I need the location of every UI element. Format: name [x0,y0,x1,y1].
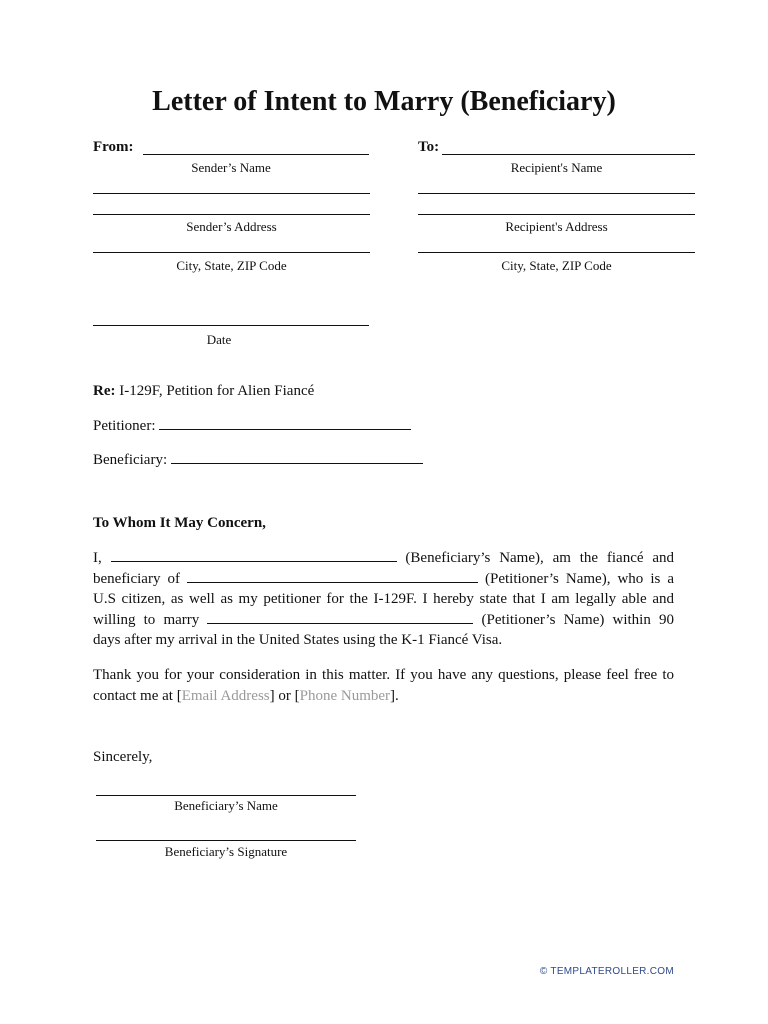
beneficiary-signature-line[interactable] [96,840,356,841]
recipient-city-caption: City, State, ZIP Code [501,258,612,273]
sender-name-line[interactable] [143,154,369,155]
sender-address-line-2[interactable] [93,214,370,215]
p1-part-a: I, [93,550,102,566]
beneficiary-field[interactable] [171,451,423,464]
p1-part-b: (Beneficiary’s Name), am the fiancé and beneficiary of [93,550,675,587]
sender-address-line-1[interactable] [93,193,370,194]
date-line[interactable] [93,325,369,326]
sender-city-line[interactable] [93,252,370,253]
closing-sincerely: Sincerely, [93,749,153,765]
p2-part-b: ] or [ [269,687,300,704]
p2-part-a: Thank you for your consideration in this matter. If you have any questions, please feel free to contact me at [ [93,667,674,704]
petitioner-name-blank-2[interactable] [207,611,473,624]
beneficiary-signature-caption: Beneficiary’s Signature [164,844,288,859]
p1-part-c: (Petitioner’s Name), who is a U.S citizen, as well as my petitioner for the I-129F. I hereby state that I am legally able and willing to marry [93,570,674,628]
p1-part-d: (Petitioner’s Name) within 90 days after my arrival in the United States using the K-1 Fiancé Visa. [93,611,674,648]
to-label: To: [418,139,440,155]
phone-placeholder[interactable]: Phone Number [299,687,391,704]
petitioner-name-blank-1[interactable] [187,570,478,583]
beneficiary-name-blank[interactable] [111,549,397,562]
email-placeholder[interactable]: Email Address [181,687,270,704]
sender-name-caption: Sender’s Name [191,160,271,175]
salutation: To Whom It May Concern, [93,515,266,531]
recipient-name-caption: Recipient's Name [510,160,603,175]
body-paragraph-2 [93,665,674,706]
footer-brand[interactable]: © TEMPLATEROLLER.COM [539,966,674,977]
recipient-address-line-1[interactable] [418,193,695,194]
from-label: From: [93,139,134,155]
petitioner-line [93,417,411,435]
sender-city-caption: City, State, ZIP Code [176,258,287,273]
recipient-address-caption: Recipient's Address [505,219,608,234]
recipient-address-line-2[interactable] [418,214,695,215]
petitioner-label: Petitioner: [93,418,156,434]
p2-part-c: ]. [390,687,399,704]
date-caption: Date [206,332,232,347]
page-title: Letter of Intent to Marry (Beneficiary) [152,86,616,117]
beneficiary-label: Beneficiary: [93,452,168,468]
beneficiary-name-caption: Beneficiary’s Name [174,798,278,813]
body-paragraph-1 [93,548,674,651]
sender-address-caption: Sender’s Address [186,219,277,234]
recipient-city-line[interactable] [418,252,695,253]
re-line [93,383,314,400]
re-label: Re: [93,383,116,399]
petitioner-field[interactable] [159,417,411,430]
beneficiary-line [93,451,423,469]
recipient-name-line[interactable] [442,154,695,155]
beneficiary-name-line[interactable] [96,795,356,796]
re-text: I-129F, Petition for Alien Fiancé [119,383,315,399]
